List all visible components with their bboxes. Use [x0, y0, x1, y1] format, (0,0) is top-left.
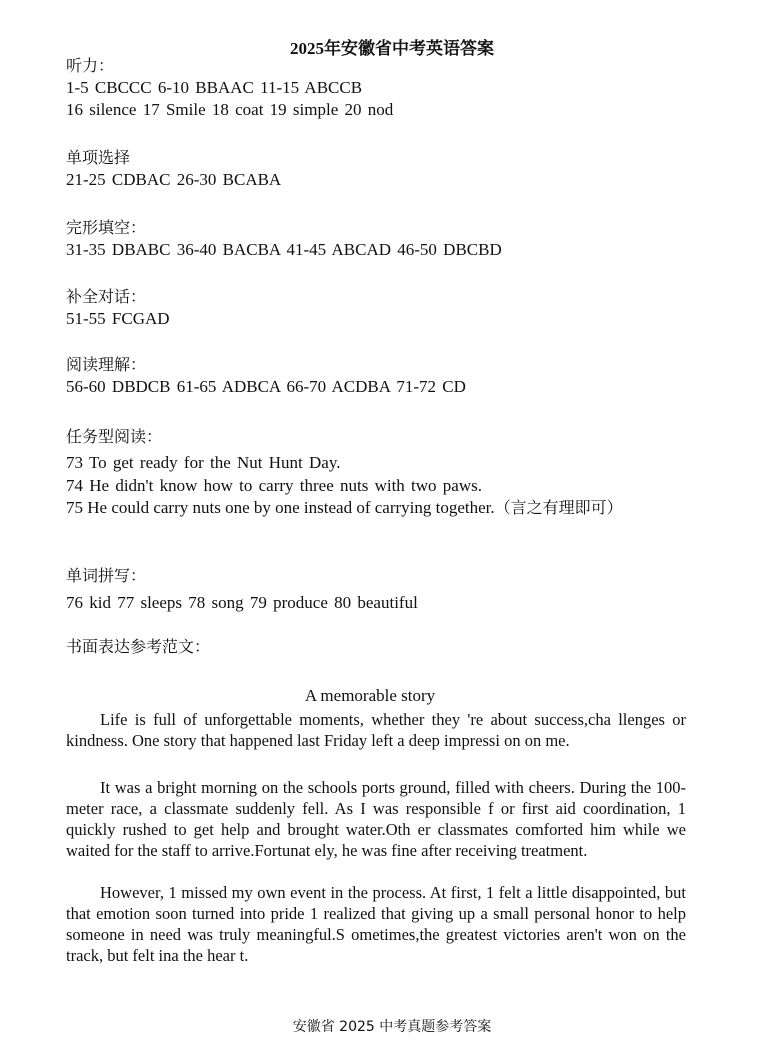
essay-paragraph-1 — [66, 709, 686, 751]
essay-paragraph-1-text: Life is full of unforgettable moments, whether they 're about success,cha llenges or kindness. One story that happened last Friday left a deep impressi on on me. — [66, 710, 686, 750]
essay-paragraph-2-text: It was a bright morning on the schools ports ground, filled with cheers. During the 100-meter race, a classmate suddenly fell. As I was responsible f or first aid coordination, 1 quickly rushed to get help and brought water.Oth er classmates comforted him while we waited for the staff to arrive.Fortunat ely, he was fine after receiving treatment. — [66, 778, 686, 860]
section-writing — [66, 636, 706, 658]
essay-paragraph-3-text: However, 1 missed my own event in the process. At first, 1 felt a little disappointed, but that emotion soon turned into pride 1 realized that giving up a small personal honor to help someone in need was truly meaningful.S ometimes,the greatest victories aren't won on the track, but felt ina the hear t. — [66, 883, 686, 965]
answer-74: 74 He didn't know how to carry three nuts with two paws. — [66, 476, 482, 495]
writing-heading: 书面表达参考范文： — [66, 637, 211, 656]
essay-paragraph-2 — [66, 777, 686, 861]
single-choice-heading: 单项选择 — [66, 148, 131, 167]
section-cloze — [66, 217, 706, 261]
cloze-answers: 31-35 DBABC 36-40 BACBA 41-45 ABCAD 46-50 DBCBD — [66, 240, 502, 259]
answer-75-text: 75 He could carry nuts one by one instead of carrying together. — [66, 498, 495, 517]
section-listening — [66, 55, 706, 121]
section-dialogue — [66, 286, 706, 330]
listening-answers-2: 16 silence 17 Smile 18 coat 19 simple 20 nod — [66, 100, 394, 119]
section-single-choice — [66, 147, 706, 191]
essay-title: A memorable story — [304, 686, 436, 705]
section-task-reading — [66, 426, 706, 519]
listening-answers-1: 1-5 CBCCC 6-10 BBAAC 11-15 ABCCB — [66, 78, 363, 97]
task-reading-heading: 任务型阅读： — [66, 427, 163, 446]
section-reading — [66, 354, 706, 398]
single-choice-answers: 21-25 CDBAC 26-30 BCABA — [66, 170, 282, 189]
listening-heading: 听力： — [66, 56, 115, 75]
page-footer: 安徽省 2025 中考真题参考答案 — [292, 1019, 492, 1035]
reading-heading: 阅读理解： — [66, 355, 147, 374]
answer-75 — [66, 497, 690, 519]
answer-75-note: （言之有理即可） — [494, 498, 623, 517]
reading-answers: 56-60 DBDCB 61-65 ADBCA 66-70 ACDBA 71-72 CD — [66, 377, 466, 396]
section-spelling — [66, 565, 706, 614]
spelling-answers: 76 kid 77 sleeps 78 song 79 produce 80 beautiful — [66, 593, 418, 612]
cloze-heading: 完形填空： — [66, 218, 147, 237]
essay-paragraph-3 — [66, 882, 686, 966]
dialogue-heading: 补全对话： — [66, 287, 147, 306]
dialogue-answers: 51-55 FCGAD — [66, 309, 170, 328]
answer-73: 73 To get ready for the Nut Hunt Day. — [66, 453, 341, 472]
spelling-heading: 单词拼写： — [66, 566, 147, 585]
page-title: 2025年安徽省中考英语答案 — [290, 39, 494, 58]
